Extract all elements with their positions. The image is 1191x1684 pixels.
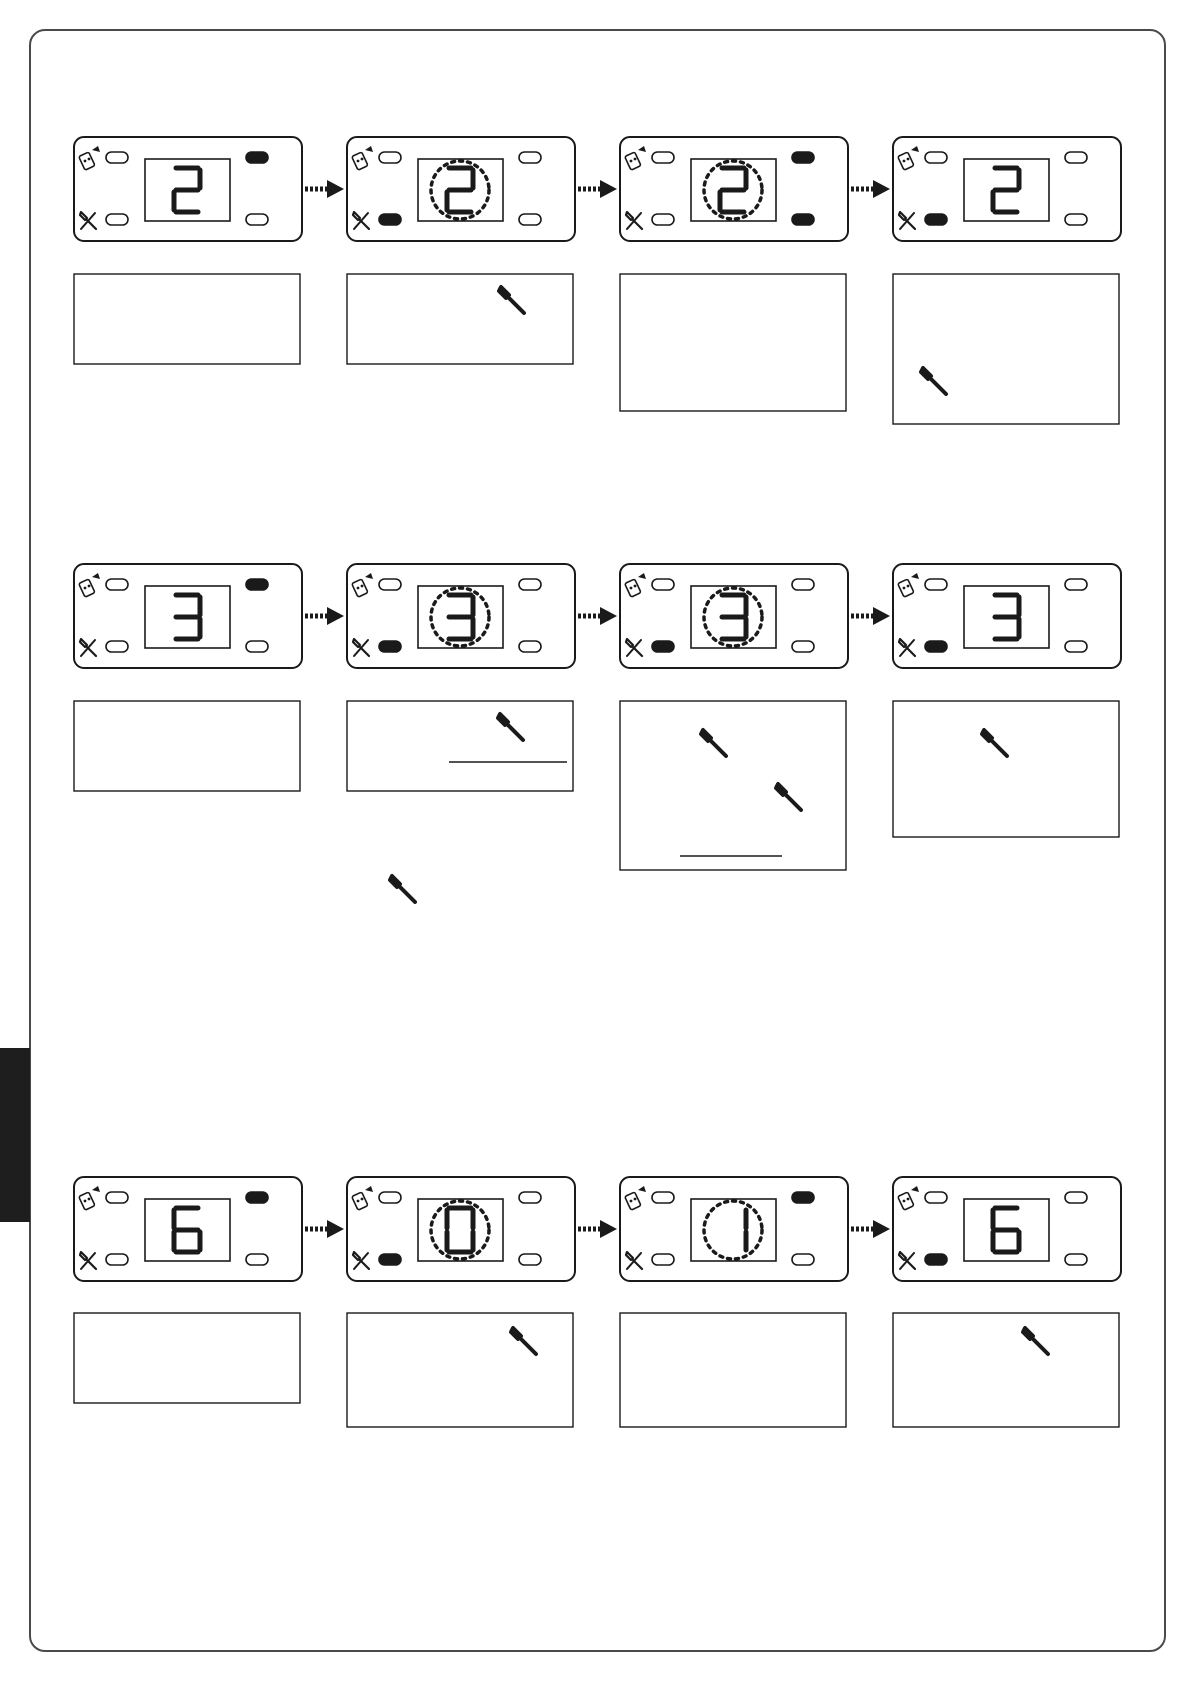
- wrench-icon: [1023, 1328, 1048, 1354]
- row-3-step-box-2: [347, 1313, 573, 1427]
- remote-icon: [898, 573, 919, 597]
- led-bottom-left: [925, 641, 947, 652]
- wrench-icon: [499, 287, 524, 313]
- wrench-icon: [80, 212, 96, 229]
- row-1-panel-2: [347, 137, 575, 241]
- led-top-left: [925, 152, 947, 163]
- led-top-left: [652, 1192, 674, 1203]
- row-2-step-box-3: [620, 701, 846, 870]
- flow-arrow-head: [600, 1220, 617, 1238]
- wrench-icon: [511, 1328, 536, 1354]
- wrench-icon: [80, 1252, 96, 1269]
- led-top-left: [652, 152, 674, 163]
- led-top-right: [246, 1192, 268, 1203]
- remote-icon: [625, 573, 646, 597]
- remote-icon: [79, 573, 100, 597]
- led-bottom-right: [1065, 1254, 1087, 1265]
- row-1-panel-4: [893, 137, 1121, 241]
- row-3-step-box-3: [620, 1313, 846, 1427]
- remote-icon: [898, 1186, 919, 1210]
- row-3-step-box-4: [893, 1313, 1119, 1427]
- wrench-icon: [353, 639, 369, 656]
- led-bottom-left: [379, 214, 401, 225]
- led-top-right: [792, 579, 814, 590]
- led-bottom-right: [246, 641, 268, 652]
- wrench-icon: [982, 730, 1007, 756]
- row-2-step-box-2: [347, 701, 573, 791]
- row-1-panel-3: [620, 137, 848, 241]
- wrench-icon: [899, 639, 915, 656]
- led-bottom-left: [106, 214, 128, 225]
- row-2-panel-4: [893, 564, 1121, 668]
- led-top-right: [1065, 152, 1087, 163]
- flow-arrow-head: [327, 180, 344, 198]
- remote-icon: [898, 146, 919, 170]
- led-bottom-right: [519, 214, 541, 225]
- led-bottom-right: [792, 1254, 814, 1265]
- flow-arrow-head: [873, 180, 890, 198]
- led-top-left: [379, 152, 401, 163]
- led-top-left: [106, 1192, 128, 1203]
- led-top-right: [1065, 579, 1087, 590]
- led-bottom-left: [652, 641, 674, 652]
- flow-arrow-head: [327, 607, 344, 625]
- wrench-icon: [626, 1252, 642, 1269]
- wrench-icon: [776, 784, 801, 810]
- wrench-icon: [353, 1252, 369, 1269]
- row-3-panel-2: [347, 1177, 575, 1281]
- led-top-left: [379, 579, 401, 590]
- led-top-right: [246, 579, 268, 590]
- wrench-icon: [353, 212, 369, 229]
- row-3-step-box-1: [74, 1313, 300, 1403]
- led-bottom-right: [1065, 214, 1087, 225]
- row-1-step-box-2: [347, 274, 573, 364]
- row-2-panel-3: [620, 564, 848, 668]
- led-bottom-right: [519, 641, 541, 652]
- row-2-panel-1: [74, 564, 302, 668]
- led-bottom-left: [106, 641, 128, 652]
- flow-arrow-head: [873, 1220, 890, 1238]
- led-bottom-left: [379, 1254, 401, 1265]
- led-top-right: [519, 1192, 541, 1203]
- row-2-panel-2: [347, 564, 575, 668]
- led-top-right: [792, 152, 814, 163]
- wrench-icon: [899, 212, 915, 229]
- led-top-left: [925, 579, 947, 590]
- led-bottom-right: [246, 1254, 268, 1265]
- row-1-step-box-1: [74, 274, 300, 364]
- remote-icon: [352, 146, 373, 170]
- led-bottom-right: [1065, 641, 1087, 652]
- led-top-right: [1065, 1192, 1087, 1203]
- led-bottom-left: [652, 1254, 674, 1265]
- wrench-icon: [626, 639, 642, 656]
- remote-icon: [625, 1186, 646, 1210]
- row-3-panel-3: [620, 1177, 848, 1281]
- led-bottom-left: [106, 1254, 128, 1265]
- led-top-right: [519, 579, 541, 590]
- led-top-right: [792, 1192, 814, 1203]
- led-bottom-left: [925, 1254, 947, 1265]
- remote-icon: [352, 1186, 373, 1210]
- led-bottom-right: [519, 1254, 541, 1265]
- led-top-left: [652, 579, 674, 590]
- row-2-step-box-1: [74, 701, 300, 791]
- row-1-step-box-3: [620, 274, 846, 411]
- wrench-icon: [390, 876, 415, 902]
- blink-ring: [704, 1201, 762, 1259]
- row-2-step-box-4: [893, 701, 1119, 837]
- led-top-left: [925, 1192, 947, 1203]
- remote-icon: [625, 146, 646, 170]
- led-top-left: [106, 579, 128, 590]
- led-top-right: [246, 152, 268, 163]
- led-bottom-left: [379, 641, 401, 652]
- wrench-icon: [899, 1252, 915, 1269]
- led-bottom-right: [792, 641, 814, 652]
- wrench-icon: [80, 639, 96, 656]
- flow-arrow-head: [600, 607, 617, 625]
- flow-arrow-head: [600, 180, 617, 198]
- row-1-panel-1: [74, 137, 302, 241]
- led-bottom-right: [246, 214, 268, 225]
- led-bottom-right: [792, 214, 814, 225]
- row-3-panel-1: [74, 1177, 302, 1281]
- remote-icon: [79, 1186, 100, 1210]
- remote-icon: [79, 146, 100, 170]
- wrench-icon: [921, 368, 946, 394]
- led-top-left: [106, 152, 128, 163]
- led-bottom-left: [652, 214, 674, 225]
- row-1-step-box-4: [893, 274, 1119, 424]
- led-top-left: [379, 1192, 401, 1203]
- led-top-right: [519, 152, 541, 163]
- flow-arrow-head: [327, 1220, 344, 1238]
- wrench-icon: [701, 730, 726, 756]
- remote-icon: [352, 573, 373, 597]
- led-bottom-left: [925, 214, 947, 225]
- wrench-icon: [626, 212, 642, 229]
- wrench-icon: [498, 714, 523, 740]
- row-3-panel-4: [893, 1177, 1121, 1281]
- flow-arrow-head: [873, 607, 890, 625]
